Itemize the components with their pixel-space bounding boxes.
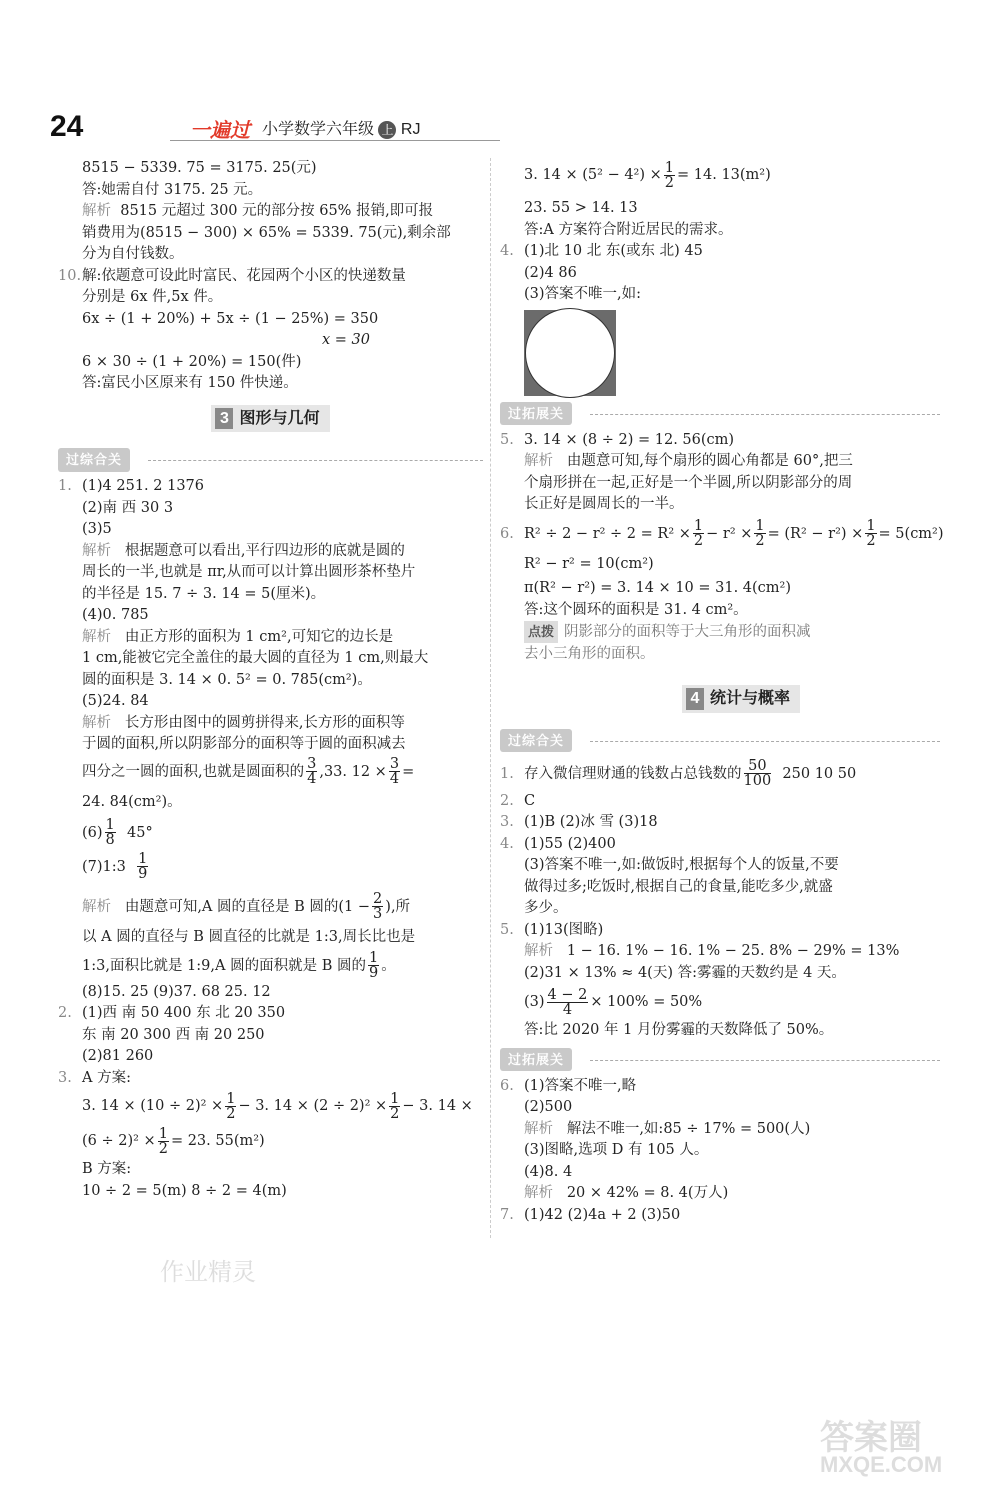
page-number: 24: [50, 110, 84, 143]
line: 分为自付钱数。: [82, 246, 184, 262]
text: 45°: [127, 824, 153, 841]
numerator: 50: [744, 759, 772, 774]
line: 周长的一半,也就是 πr,从而可以计算出圆形茶杯垫片: [82, 564, 416, 580]
watermark-text: 作业精灵: [160, 1259, 256, 1286]
tip-label: 点拨: [524, 621, 558, 643]
line: [500, 1183, 940, 1205]
fraction: [865, 519, 876, 548]
section-heading-statistics: [500, 685, 940, 713]
text: 解:依题意可设此时富民、花园两个小区的快递数量: [82, 267, 406, 284]
text: × 100% = 50%: [590, 994, 703, 1010]
fraction: [105, 818, 116, 847]
section-number: 4: [686, 688, 704, 710]
text: 3. 14 × (8 ÷ 2) = 12. 56(cm): [524, 431, 735, 448]
fraction: [137, 852, 148, 881]
question-number: 3.: [500, 814, 514, 830]
brand-logo: 一遍过: [190, 120, 250, 142]
denominator: 2: [866, 533, 876, 549]
numerator: 1: [755, 518, 765, 534]
line: (5)24. 84: [82, 693, 149, 709]
text: (1)42 (2)4a + 2 (3)50: [524, 1206, 681, 1223]
line: 做得过多;吃饭时,根据自己的食量,能吃多少,就盛: [524, 878, 833, 895]
text: ,33. 12 ×: [319, 763, 387, 780]
line: [500, 941, 940, 963]
text: 1:3,面积比就是 1:9,A 圆的面积就是 B 圆的: [82, 957, 366, 974]
line: [58, 850, 483, 884]
question-number: 2.: [58, 1005, 72, 1021]
text: 8515 元超过 300 元的部分按 65% 报销,即可报: [120, 203, 434, 219]
text: =: [402, 763, 415, 780]
question-number: 6.: [500, 1077, 514, 1094]
analysis-label: 解析: [82, 628, 111, 645]
text: 250 10 50: [782, 765, 857, 782]
line: 答:富民小区原来有 150 件快递。: [82, 375, 298, 391]
header-rule: [170, 140, 500, 141]
question-number: 3.: [58, 1069, 72, 1086]
line: (3)答案不唯一,如:做饭时,根据每个人的饭量,不要: [524, 857, 839, 873]
line: (4)0. 785: [82, 607, 149, 623]
denominator: 4: [389, 771, 400, 787]
text: A 方案:: [82, 1069, 131, 1086]
text: = 5(cm²): [878, 525, 944, 542]
text: (1)4 251. 2 1376: [82, 478, 205, 494]
line: [500, 1119, 940, 1141]
line: (2)81 260: [82, 1048, 154, 1064]
term-badge: 上: [378, 121, 396, 139]
line: 8515 − 5339. 75 = 3175. 25(元): [82, 160, 317, 176]
line: [58, 950, 483, 982]
denominator: 9: [368, 965, 379, 981]
text: 3. 14 × (5² − 4²) ×: [524, 167, 662, 183]
section-tag-row: [500, 729, 940, 753]
line: [500, 984, 940, 1020]
question-number: 5.: [500, 921, 514, 938]
section-heading-geometry: [58, 405, 483, 433]
text: − 3. 14 × (2 ÷ 2)² ×: [238, 1098, 388, 1114]
line: [500, 430, 940, 452]
tag-label: 过拓展关: [500, 402, 572, 426]
line: [58, 816, 483, 850]
text: − r² ×: [706, 525, 753, 542]
line: 1 cm,能被它完全盖住的最大圆的直径为 1 cm,则最大: [82, 650, 429, 666]
question-number: 5.: [500, 431, 514, 448]
line: (2)4 86: [524, 264, 577, 281]
question-number: 6.: [500, 525, 514, 542]
numerator: 1: [693, 518, 704, 534]
analysis-label: 解析: [524, 453, 553, 469]
line: [58, 1068, 483, 1090]
line: B 方案:: [82, 1161, 132, 1177]
line: 销费用为(8515 − 300) × 65% = 5339. 75(元),剩余部: [82, 224, 451, 241]
text: (1)13(图略): [524, 921, 604, 938]
numerator: 1: [226, 1090, 236, 1107]
analysis-label: 解析: [82, 898, 111, 915]
text: (6 ÷ 2)² ×: [82, 1133, 156, 1149]
text: (1)西 南 50 400 东 北 20 350: [82, 1005, 286, 1021]
line: 23. 55 > 14. 13: [524, 200, 638, 216]
line: [500, 451, 940, 473]
shaded-square: [524, 310, 616, 396]
section-tag-row: [58, 448, 483, 472]
question-number: 2.: [500, 792, 514, 809]
subject-text: 小学数学六年级: [262, 121, 375, 138]
text: (3): [524, 994, 545, 1010]
fraction: [389, 1092, 400, 1121]
line: [58, 1089, 483, 1123]
column-divider: [490, 158, 491, 1238]
line: [58, 713, 483, 735]
question-number: 7.: [500, 1206, 514, 1223]
line: [58, 1003, 483, 1025]
line: 圆的面积是 3. 14 × 0. 5² = 0. 785(cm²)。: [82, 671, 372, 688]
denominator: 100: [743, 773, 772, 789]
line: 分别是 6x 件,5x 件。: [82, 289, 223, 305]
line: 于圆的面积,所以阴影部分的面积等于圆的面积减去: [82, 736, 406, 752]
numerator: 1: [368, 950, 379, 966]
text: 解法不唯一,如:85 ÷ 17% = 500(人): [566, 1120, 811, 1137]
denominator: 3: [373, 906, 383, 922]
analysis-label: 解析: [82, 203, 111, 219]
figure-circle-in-square: [500, 310, 940, 396]
line: (2)31 × 13% ≈ 4(天) 答:雾霾的天数约是 4 天。: [524, 964, 846, 981]
denominator: 2: [755, 533, 765, 549]
inscribed-circle: [525, 308, 615, 398]
line: [500, 1076, 940, 1098]
line: 个扇形拼在一起,正好是一个半圆,所以阴影部分的周: [524, 474, 853, 491]
analysis-label: 解析: [524, 1185, 553, 1201]
text: (1)55 (2)400: [524, 835, 616, 852]
line: (8)15. 25 (9)37. 68 25. 12: [82, 983, 271, 1000]
line: (2)南 西 30 3: [82, 499, 174, 516]
line: 答:她需自付 3175. 25 元。: [82, 181, 263, 198]
line: 多少。: [524, 900, 568, 916]
left-column: [58, 158, 483, 1202]
fraction: [372, 892, 383, 921]
line: 24. 84(cm²)。: [82, 793, 182, 810]
denominator: 2: [390, 1105, 400, 1122]
watermark-url: MXQE.COM: [820, 1452, 943, 1477]
line: [500, 516, 944, 552]
line: π(R² − r²) = 3. 14 × 10 = 31. 4(cm²): [524, 579, 792, 596]
fraction: [754, 519, 765, 548]
text: = (R² − r²) ×: [767, 525, 864, 542]
section-box: [211, 405, 329, 433]
watermark-logo: 答案圈: [820, 1419, 922, 1457]
line: (2)500: [524, 1099, 573, 1115]
text: 存入微信理财通的钱数占总钱数的: [524, 765, 742, 782]
numerator: 1: [390, 1090, 400, 1107]
text: 根据题意可以看出,平行四边形的底就是圆的: [124, 542, 405, 559]
line: 答:这个圆环的面积是 31. 4 cm²。: [524, 601, 748, 618]
line: (3)答案不唯一,如:: [524, 286, 642, 302]
text: 1 − 16. 1% − 16. 1% − 25. 8% − 29% = 13%: [566, 943, 900, 959]
question-number: 1.: [500, 765, 514, 782]
text: 由正方形的面积为 1 cm²,可知它的边长是: [124, 628, 394, 645]
numerator: 1: [105, 817, 115, 833]
question-number: 10.: [58, 267, 82, 284]
line: 10 ÷ 2 = 5(m) 8 ÷ 2 = 4(m): [82, 1182, 287, 1199]
line: [500, 158, 940, 192]
line: [500, 920, 940, 942]
line: [58, 756, 483, 788]
fraction: [547, 988, 589, 1017]
line: 答:A 方案符合附近居民的需求。: [524, 221, 733, 238]
right-column: [500, 158, 944, 1226]
analysis-label: 解析: [524, 943, 553, 959]
line: [500, 812, 940, 834]
line: [500, 241, 940, 263]
line: [58, 541, 483, 563]
numerator: 2: [373, 891, 383, 907]
section-tag-row: [500, 402, 940, 426]
line: (3)5: [82, 521, 112, 537]
tag-label: 过综合关: [58, 448, 130, 472]
text: = 14. 13(m²): [677, 167, 771, 183]
text: (7)1:3: [82, 858, 126, 875]
denominator: 9: [138, 866, 148, 882]
text: 由题意可知,A 圆的直径是 B 圆的(1 −: [124, 898, 371, 915]
text: 长方形由图中的圆剪拼得来,长方形的面积等: [124, 714, 405, 731]
text: − 3. 14 ×: [402, 1098, 473, 1114]
subject-title: [262, 116, 420, 139]
fraction: [664, 161, 675, 190]
line: [500, 757, 940, 791]
analysis-label: 解析: [82, 714, 111, 731]
fraction: [389, 757, 400, 786]
text: C: [524, 792, 536, 809]
line: 以 A 圆的直径与 B 圆直径的比就是 1:3,周长比也是: [82, 928, 416, 945]
page-header: [40, 108, 500, 148]
line: [500, 1205, 940, 1227]
question-number: 1.: [58, 478, 72, 494]
line: [58, 476, 483, 498]
text: 由题意可知,每个扇形的圆心角都是 60°,把三: [566, 453, 853, 469]
numerator: 1: [866, 518, 876, 534]
edition-text: RJ: [400, 121, 421, 138]
text: R² ÷ 2 − r² ÷ 2 = R² ×: [524, 525, 691, 542]
denominator: 4: [307, 771, 317, 787]
line: [58, 627, 483, 649]
section-box: [682, 685, 800, 713]
fraction: [368, 951, 379, 980]
section-number: 3: [215, 408, 233, 430]
section-title: 图形与几何: [239, 409, 320, 427]
line: R² − r² = 10(cm²): [524, 555, 654, 572]
line: [58, 266, 483, 288]
line: 6x ÷ (1 + 20%) + 5x ÷ (1 − 25%) = 350: [82, 310, 379, 327]
text: 20 × 42% = 8. 4(万人): [566, 1185, 729, 1201]
analysis-label: 解析: [524, 1120, 553, 1137]
fraction: [306, 757, 317, 786]
denominator: 4: [562, 1001, 573, 1018]
line: 答:比 2020 年 1 月份雾霾的天数降低了 50%。: [524, 1022, 834, 1038]
text: ),所: [385, 898, 411, 915]
line: (3)图略,选项 D 有 105 人。: [524, 1142, 709, 1158]
text: (6): [82, 824, 103, 841]
numerator: 3: [307, 756, 317, 772]
tag-label: 过综合关: [500, 729, 572, 753]
line: [58, 890, 483, 924]
fraction: [693, 519, 704, 548]
text: 四分之一圆的面积,也就是圆面积的: [82, 763, 305, 780]
numerator: 3: [389, 756, 400, 772]
text: = 23. 55(m²): [170, 1133, 265, 1149]
analysis-label: 解析: [82, 542, 111, 559]
text: (1)B (2)冰 雪 (3)18: [524, 814, 658, 830]
text: (1)答案不唯一,略: [524, 1077, 637, 1094]
question-number: 4.: [500, 835, 514, 852]
denominator: 8: [105, 832, 115, 848]
numerator: 1: [158, 1125, 168, 1142]
line: 6 × 30 ÷ (1 + 20%) = 150(件): [82, 353, 302, 370]
line: x = 30: [322, 332, 370, 348]
line: [58, 201, 483, 223]
text: 阴影部分的面积等于大三角形的面积减: [564, 624, 811, 640]
line: [58, 1123, 483, 1159]
fraction: [744, 759, 772, 788]
fraction: [158, 1127, 169, 1156]
tip-line: 去小三角形的面积。: [524, 645, 655, 662]
section-tag-row: [500, 1048, 940, 1072]
text: 。: [381, 957, 396, 974]
denominator: 2: [693, 533, 704, 549]
fraction: [225, 1092, 236, 1121]
denominator: 2: [226, 1105, 236, 1122]
section-title: 统计与概率: [709, 690, 790, 707]
numerator: 1: [138, 851, 148, 867]
text: (1)北 10 北 东(或东 北) 45: [524, 243, 703, 259]
line: [500, 834, 940, 856]
tag-label: 过拓展关: [500, 1048, 572, 1072]
line: 的半径是 15. 7 ÷ 3. 14 = 5(厘米)。: [82, 585, 326, 602]
numerator: 4 − 2: [547, 986, 588, 1003]
text: 3. 14 × (10 ÷ 2)² ×: [82, 1098, 224, 1114]
line: 长正好是圆周长的一半。: [524, 496, 684, 512]
tip-line: [500, 621, 940, 644]
line: 东 南 20 300 西 南 20 250: [82, 1026, 265, 1043]
denominator: 2: [664, 174, 675, 191]
denominator: 2: [158, 1140, 168, 1157]
line: [500, 791, 940, 813]
question-number: 4.: [500, 243, 514, 259]
numerator: 1: [664, 159, 675, 176]
line: (4)8. 4: [524, 1163, 573, 1180]
